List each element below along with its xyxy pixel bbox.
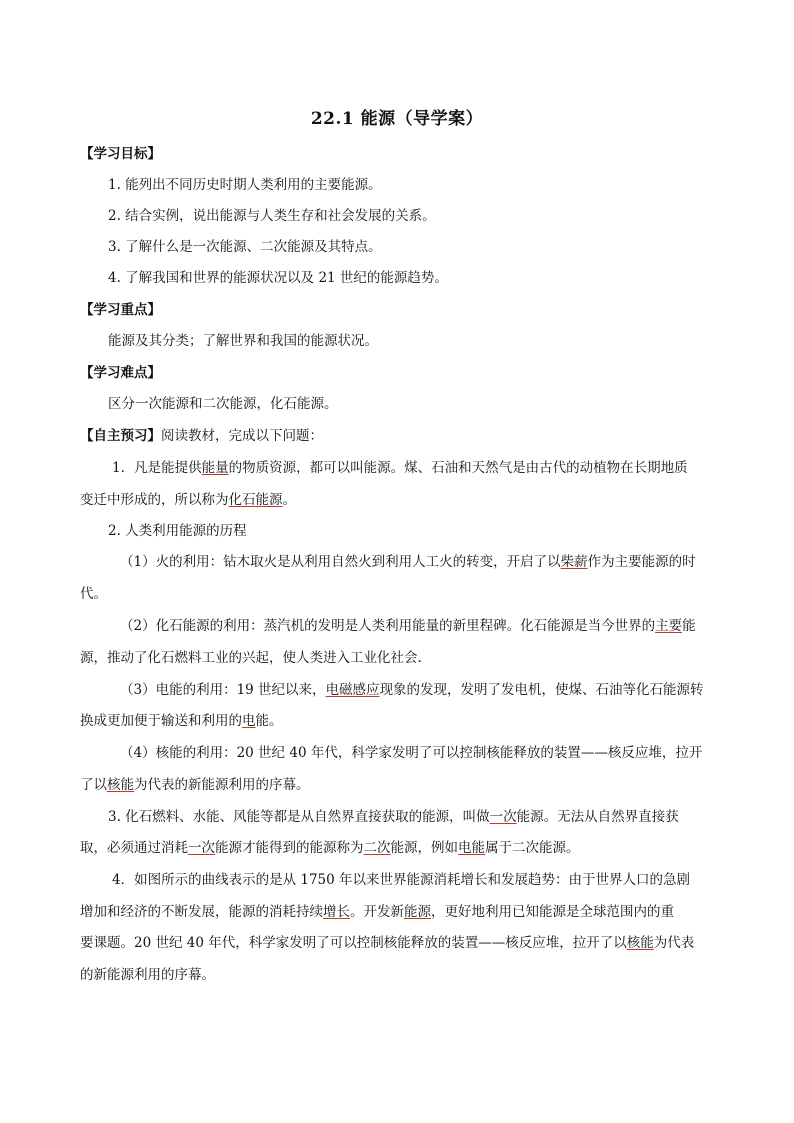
text-run: 取，必须通过消耗	[80, 840, 188, 856]
text-run: 。	[282, 492, 296, 508]
text-run: 为代表的新能源利用的序幕。	[134, 777, 310, 793]
text-run: ，更好地利用已知能源是全球范围内的重	[431, 904, 674, 920]
answer-fossil-energy: 化石能源	[228, 492, 283, 508]
para2-title: 2. 人类利用能源的历程	[108, 523, 247, 539]
fire-line2: 代。	[80, 586, 107, 602]
text-run: 能源，例如	[390, 840, 458, 856]
answer-primary-2: 一次	[188, 840, 215, 856]
para3-line1	[108, 807, 758, 827]
difficulty-heading: 【学习难点】	[80, 365, 161, 381]
goal-item-2: 2. 结合实例，说出能源与人类生存和社会发展的关系。	[108, 208, 436, 224]
answer-electric-energy: 电能	[458, 840, 485, 856]
answer-em-induction: 电磁感应	[325, 682, 380, 698]
preview-heading: 【自主预习】	[80, 428, 161, 444]
text-run: 3. 化石燃料、水能、风能等都是从自然界直接获取的能源，叫做	[108, 809, 490, 825]
goal-item-3: 3. 了解什么是一次能源、二次能源及其特点。	[108, 239, 382, 255]
preview-intro: 阅读教材，完成以下问题：	[161, 428, 323, 444]
text-run: （2）化石能源的利用：蒸汽机的发明是人类利用能量的新里程碑。化石能源是当今世界的	[120, 618, 656, 634]
text-run: 能源才能得到的能源称为	[215, 840, 364, 856]
text-run: 了以	[80, 777, 107, 793]
para3-line2	[80, 838, 730, 858]
answer-nuclear-2: 核能	[626, 935, 654, 951]
para4-line3	[80, 933, 730, 953]
answer-electric: 电	[242, 713, 256, 729]
para1-line2	[80, 490, 730, 510]
text-run: 作为主要能源的时	[587, 554, 696, 570]
para4-line1: 4．如图所示的曲线表示的是从 1750 年以来世界能源消耗增长和发展趋势：由于世界人口的急剧	[112, 872, 691, 888]
answer-energy: 能量	[201, 460, 229, 476]
answer-nuclear: 核能	[107, 777, 134, 793]
text-run: （3）电能的利用：19 世纪以来，	[120, 682, 326, 698]
text-run: 能	[682, 618, 696, 634]
text-run: 现象的发现，发明了发电机，使煤、石油等化石能源转	[379, 682, 704, 698]
fossil-line1	[120, 616, 770, 636]
para4-line4: 的新能源利用的序幕。	[80, 967, 215, 983]
text-run: 变迁中形成的，所以称为	[80, 492, 229, 508]
goal-item-4: 4. 了解我国和世界的能源状况以及 21 世纪的能源趋势。	[108, 270, 448, 286]
text-run: 增加和经济的不断发展，能源的消耗持续	[80, 904, 323, 920]
focus-text: 能源及其分类；了解世界和我国的能源状况。	[108, 333, 378, 349]
answer-growth: 增长	[323, 904, 350, 920]
answer-firewood: 柴薪	[560, 554, 588, 570]
focus-heading: 【学习重点】	[80, 302, 161, 318]
fire-line1	[120, 552, 770, 572]
answer-primary: 一次	[489, 809, 517, 825]
electric-line2	[80, 711, 730, 731]
text-run: 换成更加便于输送和利用的	[80, 713, 242, 729]
text-run: 要课题。20 世纪 40 年代，科学家发明了可以控制核能释放的装置——核反应堆，拉开了以	[80, 935, 627, 951]
electric-line1	[120, 680, 770, 700]
goal-item-1: 1. 能列出不同历史时期人类利用的主要能源。	[108, 177, 382, 193]
text-run: 的物质资源，都可以叫能源。煤、石油和天然气是由古代的动植物在长期地质	[228, 460, 688, 476]
document-title: 22.1 能源（导学案）	[310, 109, 484, 129]
answer-main: 主要	[655, 618, 683, 634]
text-run: 1．凡是能提供	[112, 460, 202, 476]
text-run: 能。	[255, 713, 283, 729]
fossil-line2: 源，推动了化石燃料工业的兴起，使人类进入工业化社会.	[80, 650, 422, 666]
text-run: 。开发新	[350, 904, 404, 920]
text-run: 能源。无法从自然界直接获	[516, 809, 679, 825]
difficulty-text: 区分一次能源和二次能源，化石能源。	[108, 396, 338, 412]
preview-line	[80, 426, 730, 446]
text-run: （1）火的利用：钻木取火是从利用自然火到利用人工火的转变，开启了以	[120, 554, 561, 570]
nuclear-line2	[80, 775, 730, 795]
text-run: 属于二次能源。	[485, 840, 580, 856]
answer-new-energy: 能源	[404, 904, 431, 920]
para4-line2	[80, 902, 730, 922]
goals-heading: 【学习目标】	[80, 146, 161, 162]
answer-secondary: 二次	[363, 840, 391, 856]
para1-line1	[112, 458, 762, 478]
text-run: 为代表	[653, 935, 695, 951]
nuclear-line1: （4）核能的利用：20 世纪 40 年代，科学家发明了可以控制核能释放的装置——核反应堆，拉开	[120, 745, 703, 761]
